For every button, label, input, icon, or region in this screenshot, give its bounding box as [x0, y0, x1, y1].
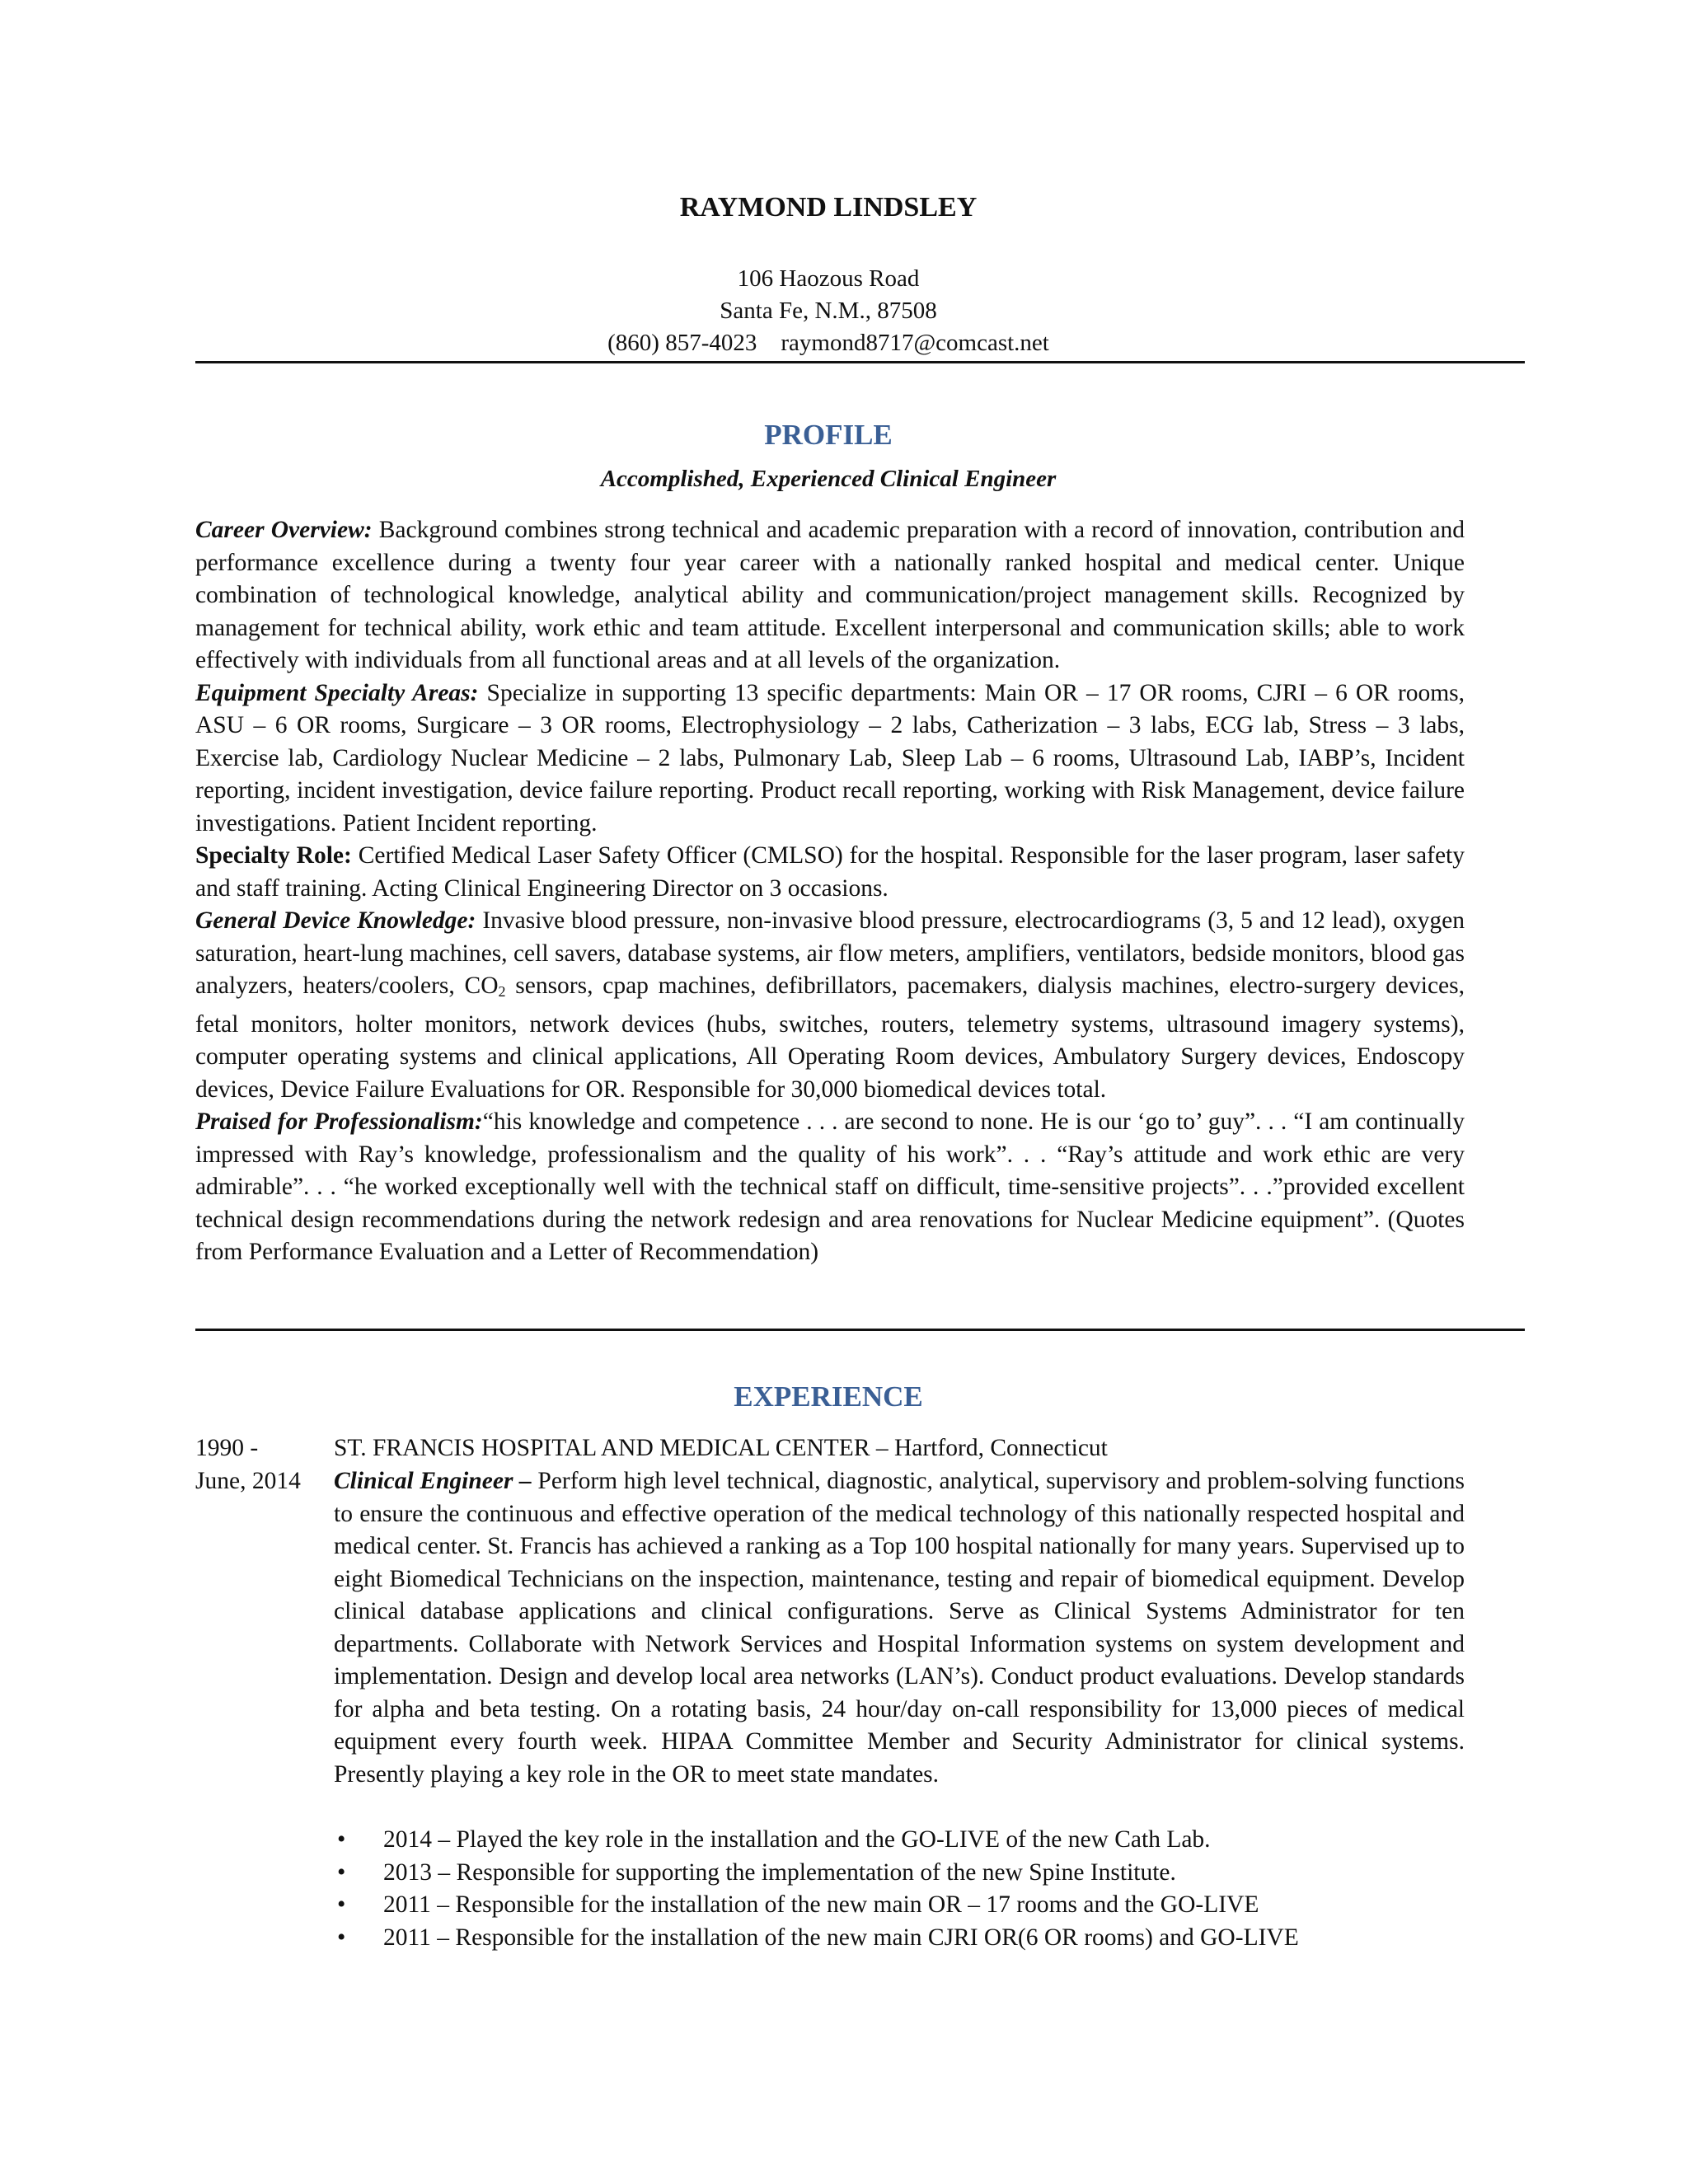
- general-text-b: sensors, cpap machines, defibrillators, pacemakers, dialysis machines, electro-surgery devices, fetal monitors, holter monitors, network devices (hubs, switches, routers, telemetry systems, ultrasound imagery systems), computer operating systems and clinical applications, All Operating Room devices, Ambulatory Surgery devices, Endoscopy devices, Device Failure Evaluations for OR. Responsible for 30,000 biomedical devices total.: [195, 972, 1465, 1103]
- specialty-text: Certified Medical Laser Safety Officer (CMLSO) for the hospital. Responsible for the laser program, laser safety and staff training. Acting Clinical Engineering Director on 3 occasions.: [195, 842, 1465, 902]
- role-text: Perform high level technical, diagnostic, analytical, supervisory and problem-solving functions to ensure the continuous and effective operation of the medical technology of this nationally respected hospital and medical center. St. Francis has achieved a ranking as a Top 100 hospital nationally for many years. Supervised up to eight Biomedical Technicians on the inspection, maintenance, testing and repair of biomedical equipment. Develop clinical database applications and clinical configurations. Serve as Clinical Systems Administrator for ten departments. Collaborate with Network Services and Hospital Information systems on system development and implementation. Design and develop local area networks (LAN’s). Conduct product evaluations. Develop standards for alpha and beta testing. On a rotating basis, 24 hour/day on-call responsibility for 13,000 pieces of medical equipment every fourth week. HIPAA Committee Member and Security Administrator for clinical systems. Presently playing a key role in the OR to meet state mandates.: [334, 1468, 1465, 1788]
- contact-line: [0, 330, 1657, 357]
- profile-subtitle: Accomplished, Experienced Clinical Engineer: [600, 466, 1057, 492]
- general-text-a: Invasive blood pressure, non-invasive blood pressure, electrocardiograms (3, 5 and 12 lead), oxygen saturation, heart-lung machines, cell savers, database systems, air flow meters, amplifiers, ventilators, bedside monitors, blood gas analyzers, heaters/coolers, CO: [195, 907, 1465, 999]
- praised-label: Praised for Professionalism:: [195, 1108, 483, 1135]
- general-label: General Device Knowledge:: [195, 907, 476, 934]
- address-line-1: 106 Haozous Road: [737, 265, 920, 292]
- role-label: Clinical Engineer –: [334, 1468, 532, 1494]
- list-item: • 2014 – Played the key role in the installation and the GO-LIVE of the new Cath Lab.: [334, 1824, 1504, 1857]
- bullet-icon: •: [337, 1891, 346, 1918]
- candidate-name: RAYMOND LINDSLEY: [679, 192, 978, 223]
- email: raymond8717@comcast.net: [781, 330, 1049, 356]
- profile-divider: [195, 1329, 1525, 1331]
- header-divider: [195, 361, 1525, 363]
- address-line-2: Santa Fe, N.M., 87508: [720, 298, 937, 324]
- experience-description: [334, 1465, 1465, 1791]
- career-label: Career Overview:: [195, 517, 373, 543]
- career-overview: [195, 514, 1465, 677]
- bullet-icon: •: [337, 1858, 346, 1886]
- experience-employer: ST. FRANCIS HOSPITAL AND MEDICAL CENTER – Hartford, Connecticut: [334, 1435, 1108, 1461]
- experience-bullets: [334, 1824, 1504, 1954]
- equipment-specialty: [195, 677, 1465, 841]
- equipment-label: Equipment Specialty Areas:: [195, 679, 479, 706]
- experience-date-end: June, 2014: [195, 1468, 301, 1494]
- experience-title: EXPERIENCE: [734, 1380, 923, 1413]
- specialty-role: [195, 840, 1465, 905]
- list-item: • 2011 – Responsible for the installation of the new main OR – 17 rooms and the GO-LIVE: [334, 1889, 1504, 1922]
- equipment-text: Specialize in supporting 13 specific departments: Main OR – 17 OR rooms, CJRI – 6 OR rooms, ASU – 6 OR rooms, Surgicare – 3 OR rooms, Electrophysiology – 2 labs, Catherization – 3 labs, ECG lab, Stress – 3 labs, Exercise lab, Cardiology Nuclear Medicine – 2 labs, Pulmonary Lab, Sleep Lab – 6 rooms, Ultrasound Lab, IABP’s, Incident reporting, incident investigation, device failure reporting. Product recall reporting, working with Risk Management, device failure investigations. Patient Incident reporting.: [195, 679, 1465, 837]
- general-device-knowledge: [195, 905, 1465, 1106]
- bullet-icon: •: [337, 1826, 346, 1853]
- profile-title: PROFILE: [764, 419, 893, 451]
- profile-body: [195, 514, 1465, 1269]
- career-text: Background combines strong technical and academic preparation with a record of innovation, contribution and performance excellence during a twenty four year career with a nationally ranked hospital and medical center. Unique combination of technological knowledge, analytical ability and communication/project management skills. Recognized by management for technical ability, work ethic and team attitude. Excellent interpersonal and communication skills; able to work effectively with individuals from all functional areas and at all levels of the organization.: [195, 517, 1465, 673]
- phone: (860) 857-4023: [607, 330, 757, 356]
- specialty-label: Specialty Role:: [195, 842, 352, 869]
- list-item: • 2011 – Responsible for the installation of the new main CJRI OR(6 OR rooms) and GO-LIVE: [334, 1922, 1504, 1955]
- list-item: • 2013 – Responsible for supporting the implementation of the new Spine Institute.: [334, 1857, 1504, 1890]
- praised-for-professionalism: [195, 1106, 1465, 1269]
- experience-date-start: 1990 -: [195, 1435, 259, 1461]
- co2-subscript: 2: [498, 983, 506, 1000]
- praised-text: “his knowledge and competence . . . are second to none. He is our ‘go to’ guy”. . . “I am continually impressed with Ray’s knowledge, professionalism and the quality of his work”. . . “Ray’s attitude and work ethic are very admirable”. . . “he worked exceptionally well with the technical staff on difficult, time-sensitive projects”. . .”provided excellent technical design recommendations during the network redesign and area renovations for Nuclear Medicine equipment”. (Quotes from Performance Evaluation and a Letter of Recommendation): [195, 1108, 1465, 1265]
- bullet-icon: •: [337, 1924, 346, 1951]
